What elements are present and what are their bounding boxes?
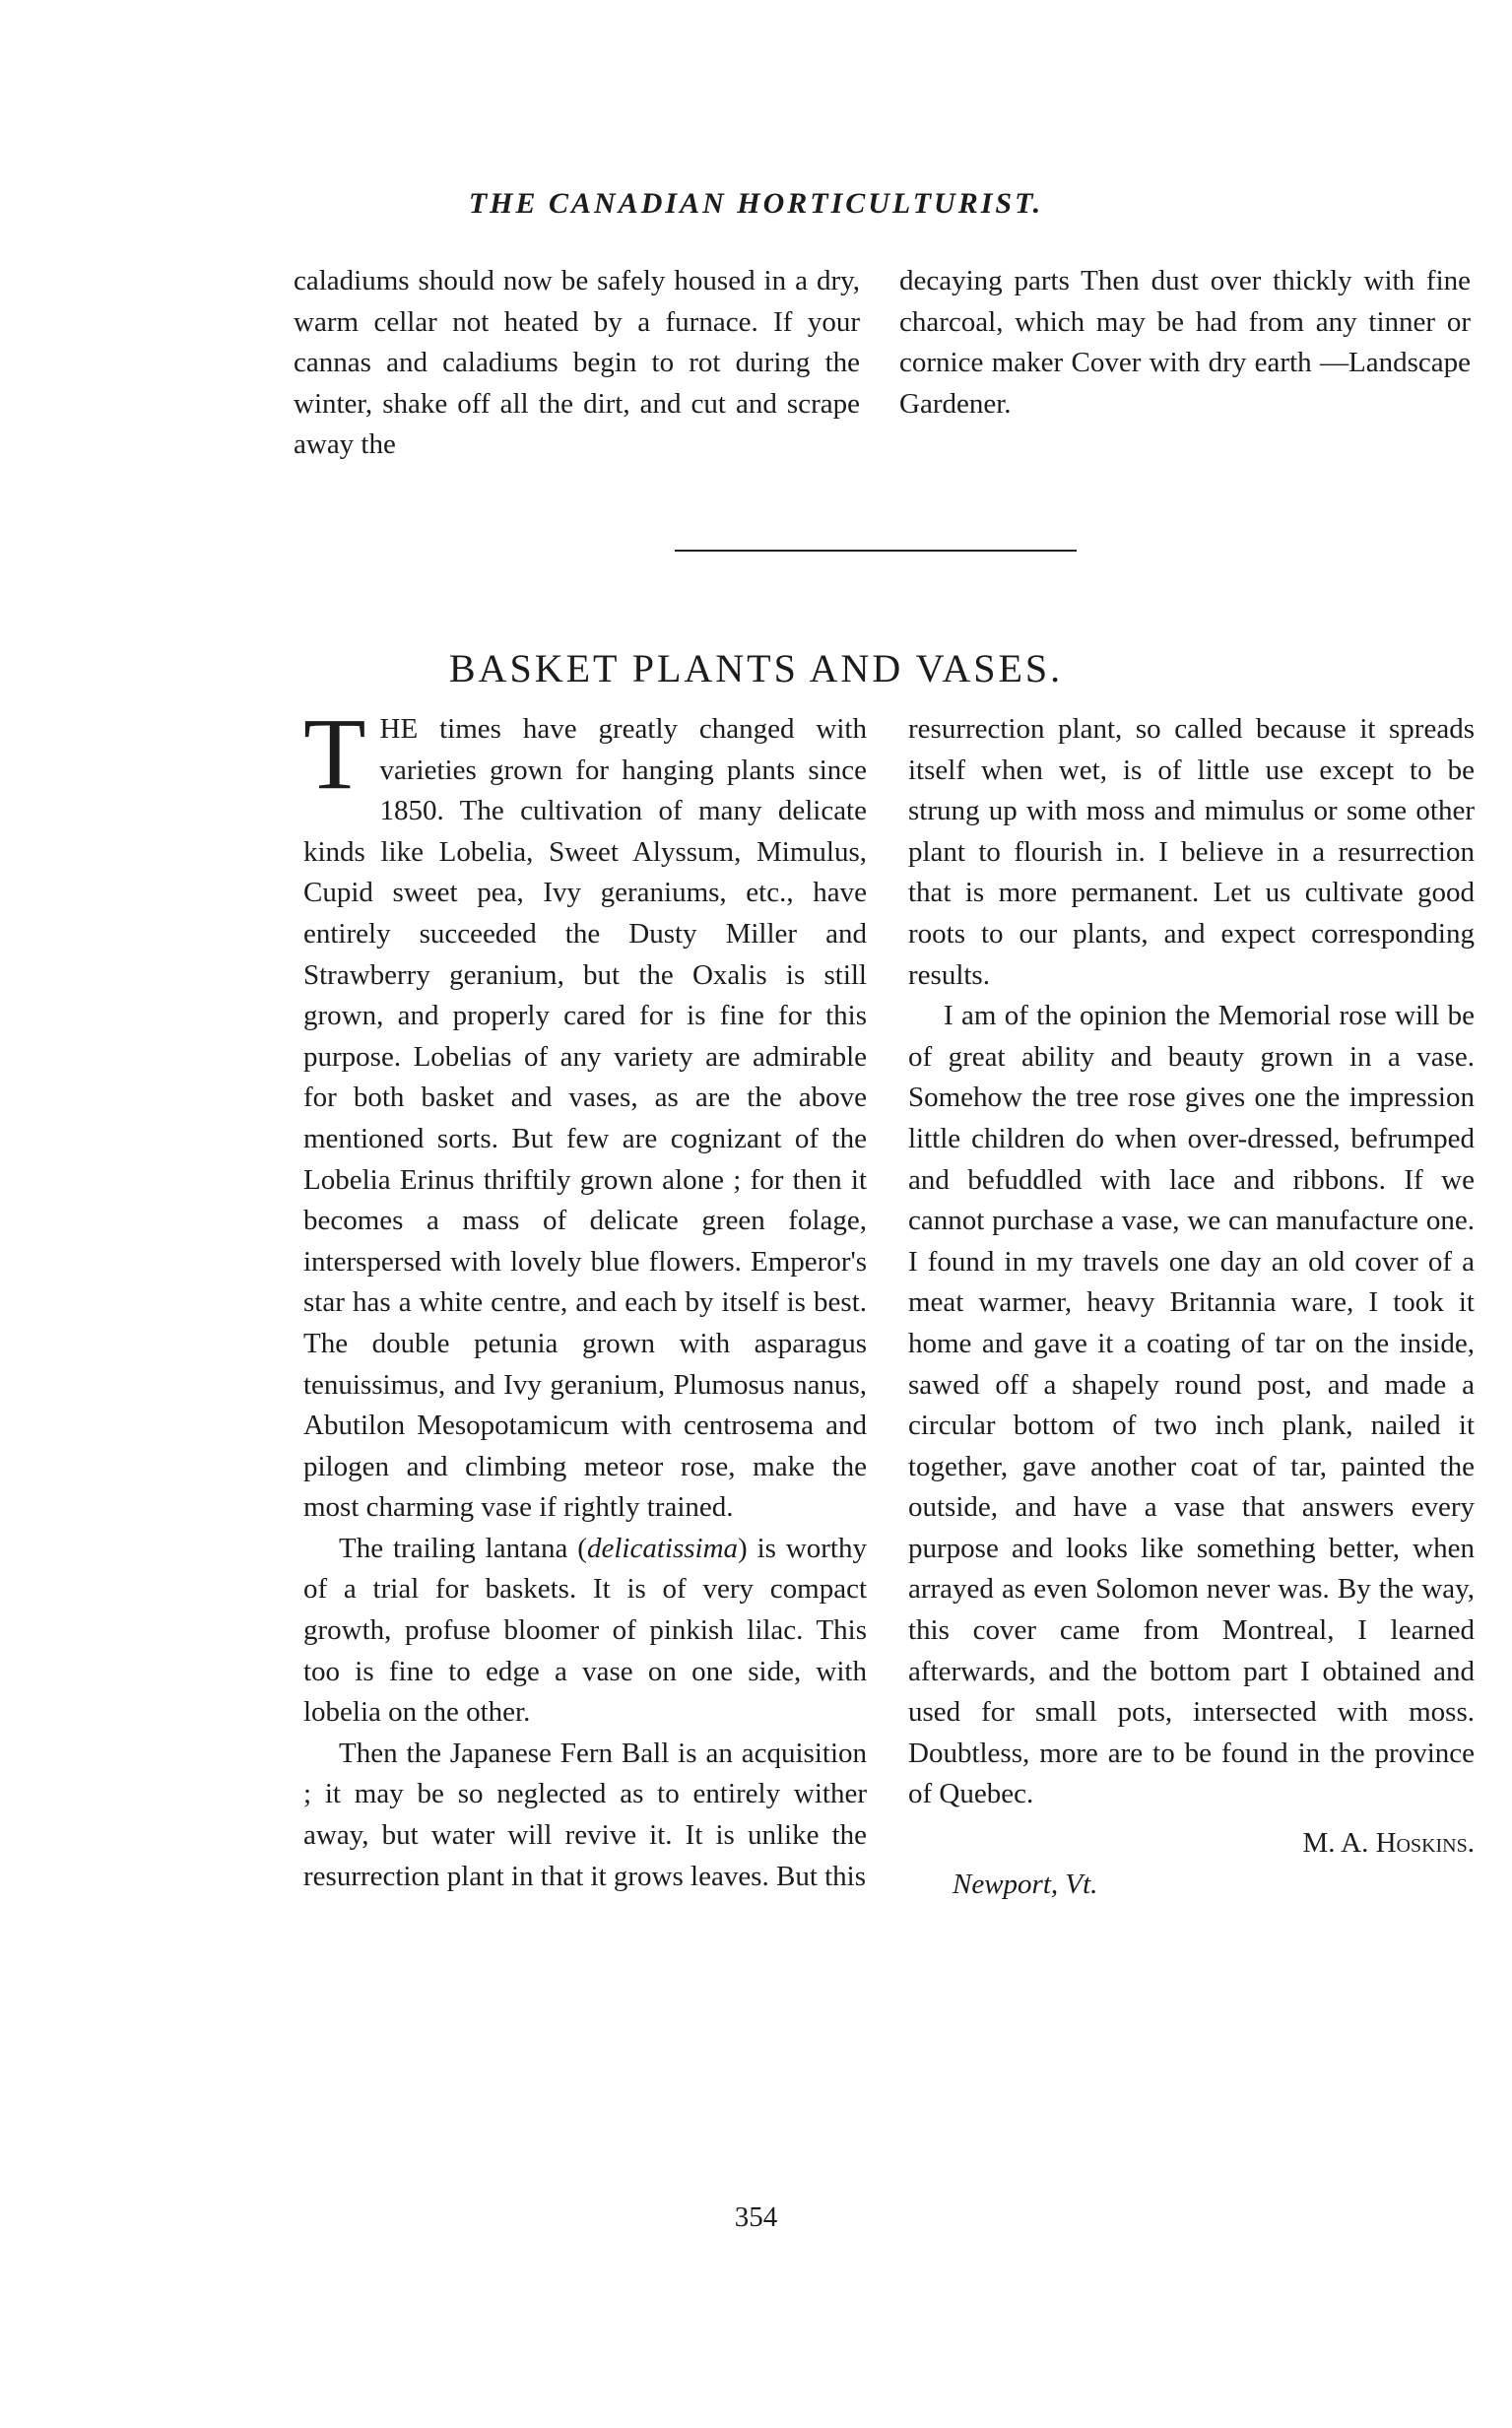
article-paragraph	[303, 1529, 867, 1734]
section-divider	[675, 550, 1077, 552]
previous-article-left-column	[294, 261, 860, 466]
article-paragraph	[303, 697, 867, 1529]
article-right-column	[908, 709, 1475, 1905]
previous-article-right-column	[899, 261, 1471, 425]
author-signature: M. A. Hoskins.	[1302, 1827, 1475, 1860]
article-title: BASKET PLANTS AND VASES.	[448, 645, 1064, 690]
running-title: THE CANADIAN HORTICULTURIST.	[468, 187, 1044, 220]
article-left-column	[303, 697, 867, 1897]
paragraph-text: The trailing lantana (	[339, 1532, 587, 1564]
paragraph-text: HE times have greatly changed with varieties grown for hanging plants since 1850. The cultivation of many delicate kinds like Lobelia, Sweet Alyssum, Mimulus, Cupid sweet pea, Ivy geraniums, etc., have entirely succeeded the Dusty Miller and Strawberry geranium, but the Oxalis is still grown, and properly cared for is fine for this purpose. Lobelias of any variety are admirable for both basket and vases, as are the above mentioned sorts. But few are cognizant of the Lobelia Erinus thriftily grown alone ; for then it becomes a mass of delicate green folage, interspersed with lovely blue flowers. Emperor's star has a white centre, and each by itself is best. The double petunia grown with asparagus tenuissimus, and Ivy geranium, Plumosus nanus, Abutilon Mesopotamicum with centrosema and pilogen and climbing meteor rose, make the most charming vase if rightly trained.	[303, 713, 867, 1524]
previous-article-paragraph: decaying parts Then dust over thickly with fine charcoal, which may be had from any tinner or cornice maker Cover with dry earth —Landscape Gardener.	[899, 265, 1471, 420]
page-number: 354	[734, 2201, 778, 2233]
article-paragraph: Then the Japanese Fern Ball is an acquisition ; it may be so neglected as to entirely wither away, but water will revive it. It is unlike the resurrection plant in that it grows leaves. But this	[303, 1737, 867, 1892]
drop-cap: T	[303, 697, 366, 811]
author-location: Newport, Vt.	[953, 1868, 1098, 1900]
article-paragraph: I am of the opinion the Memorial rose will be of great ability and beauty grown in a vase. Somehow the tree rose gives one the impression little children do when over-dressed, befrumped and befuddled with lace and ribbons. If we cannot purchase a vase, we can manufacture one. I found in my travels one day an old cover of a meat warmer, heavy Britannia ware, I took it home and gave it a coating of tar on the inside, sawed off a shapely round post, and made a circular bottom of two inch plank, nailed it together, gave another coat of tar, painted the outside, and have a vase that answers every purpose and looks like something better, when arrayed as even Solomon never was. By the way, this cover came from Montreal, I learned afterwards, and the bottom part I obtained and used for small pots, intersected with moss. Doubtless, more are to be found in the province of Quebec.	[908, 1000, 1475, 1810]
previous-article-paragraph: caladiums should now be safely housed in a dry, warm cellar not heated by a furnace. If your cannas and caladiums begin to rot during the winter, shake off all the dirt, and cut and scrape away the	[294, 265, 860, 461]
paragraph-text: ) is worthy of a trial for baskets. It is of very compact growth, profuse bloomer of pinkish lilac. This too is fine to edge a vase on one side, with lobelia on the other.	[303, 1532, 867, 1729]
species-name: delicatissima	[586, 1532, 739, 1564]
article-paragraph: resurrection plant, so called because it spreads itself when wet, is of little use except to be strung up with moss and mimulus or some other plant to flourish in. I believe in a resurrection that is more permanent. Let us cultivate good roots to our plants, and expect corresponding results.	[908, 713, 1475, 991]
